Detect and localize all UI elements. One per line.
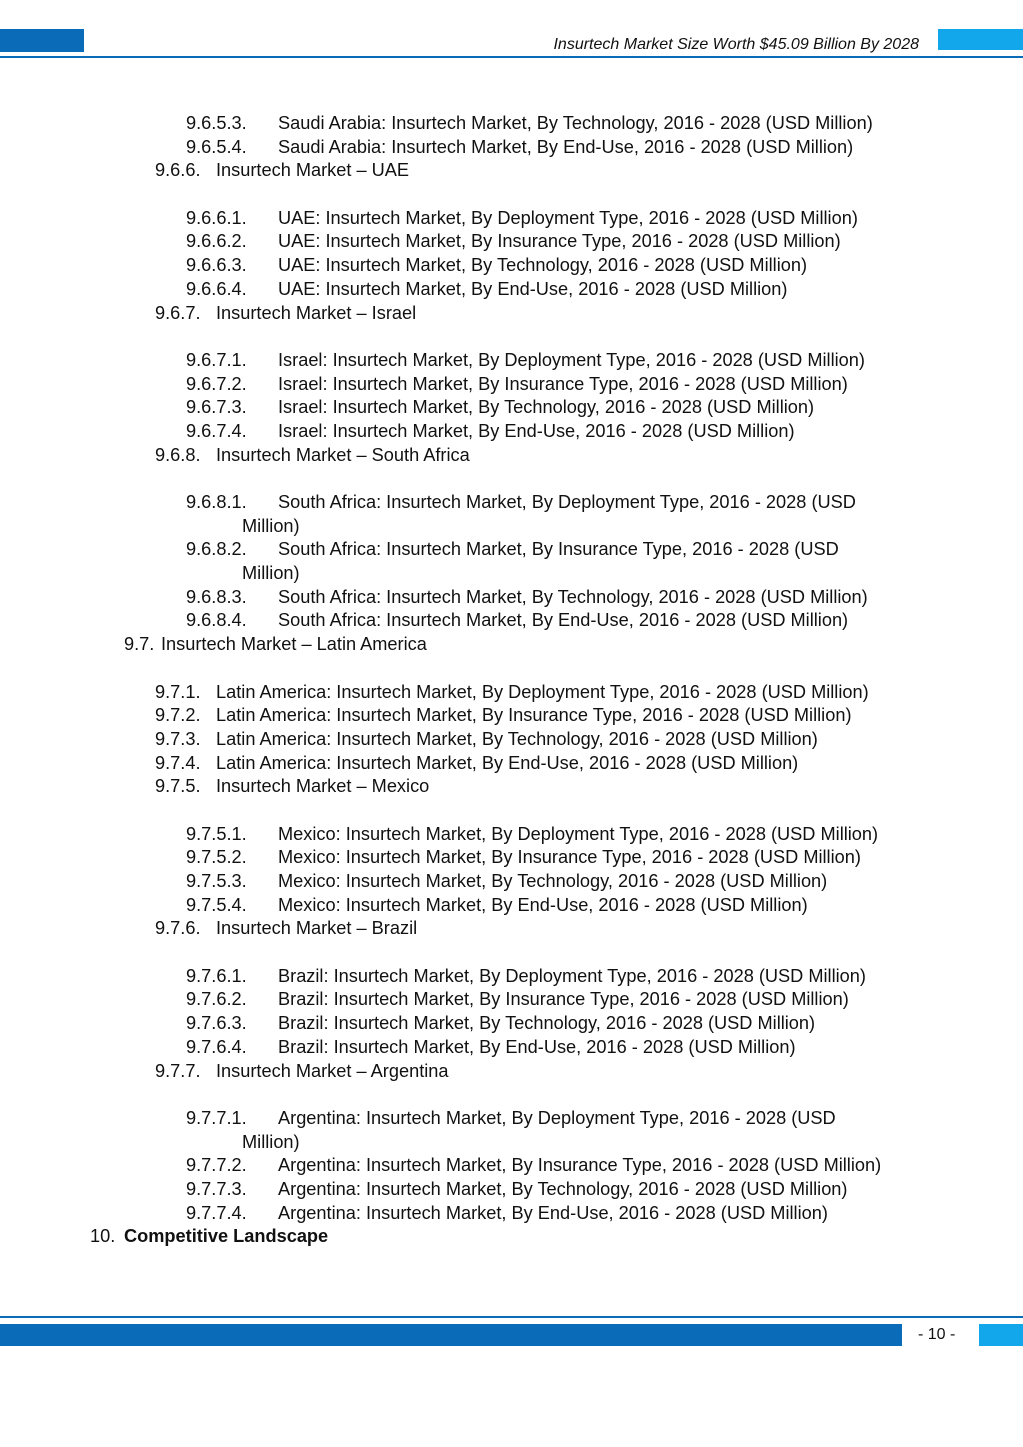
toc-entry-title [278,823,878,847]
toc-entry [0,1060,1023,1084]
toc-entry-title-text: Latin America: Insurtech Market, By Technology, 2016 - 2028 (USD Million) [216,728,818,749]
toc-entry [0,681,1023,705]
toc-entry-title-text: Israel: Insurtech Market, By Insurance Type, 2016 - 2028 (USD Million) [278,373,848,394]
toc-entry [0,1036,1023,1060]
toc-entry [0,349,1023,373]
toc-entry-number: 9.7.2. [155,705,201,726]
toc-entry-title [216,704,852,728]
toc-entry [0,112,1023,136]
toc-entry-title [216,302,416,326]
toc-entry [0,609,1023,633]
toc-entry-number: 9.7.5.1. [186,823,247,844]
toc-entry-title [216,917,417,941]
toc-entry-number: 9.7.5. [155,776,201,797]
toc-entry-title [124,1225,328,1249]
footer-rule [0,1316,1023,1318]
toc-entry-title-text: Insurtech Market – Brazil [216,918,418,939]
toc-entry [0,965,1023,989]
toc-entry-title-text: Brazil: Insurtech Market, By Deployment Type, 2016 - 2028 (USD Million) [278,965,866,986]
toc-entry [0,917,1023,941]
toc-entry-number: 9.7.5.2. [186,847,247,868]
toc-entry-number: 9.6.8. [155,444,201,465]
toc-entry-title [242,1107,928,1154]
toc-entry-number: 9.7.7.2. [186,1155,247,1176]
toc-entry-number: 9.7.6.1. [186,965,247,986]
toc-entry-number: 9.6.6. [155,160,201,181]
toc-entry-number: 10. [90,1226,116,1247]
toc-entry-title [278,1012,815,1036]
toc-entry-title-text: Israel: Insurtech Market, By End-Use, 2016 - 2028 (USD Million) [278,420,795,441]
toc-entry [0,420,1023,444]
toc-entry-number: 9.6.7.2. [186,373,247,394]
toc-entry-title-text: Saudi Arabia: Insurtech Market, By Technology, 2016 - 2028 (USD Million) [278,113,873,133]
toc-entry-title-text: Brazil: Insurtech Market, By End-Use, 2016 - 2028 (USD Million) [278,1036,796,1057]
toc-entry-title-text: Insurtech Market – Mexico [216,776,430,797]
toc-entry-number: 9.6.6.1. [186,207,247,228]
toc-entry-title [278,1154,881,1178]
header-title: Insurtech Market Size Worth $45.09 Billion By 2028 [553,36,919,53]
toc-entry-title-text: Insurtech Market – UAE [216,160,410,181]
toc-entry [0,728,1023,752]
toc-entry [0,1178,1023,1202]
header-right-block [938,29,1023,50]
toc-entry-title [161,633,427,657]
toc-entry-title-text: Insurtech Market – Israel [216,302,417,323]
toc-entry-title-text: South Africa: Insurtech Market, By Deployment Type, 2016 - 2028 (USD [278,492,856,512]
toc-entry-number: 9.6.7.1. [186,349,247,370]
toc-entry-number: 9.6.5.4. [186,136,247,157]
toc-entry [0,444,1023,468]
toc-entry-title-text: Competitive Landscape [124,1226,329,1247]
toc-entry-title [278,846,861,870]
toc-entry-number: 9.7.1. [155,681,201,702]
toc-entry [0,491,1023,538]
toc-entry-title-text: Latin America: Insurtech Market, By Insurance Type, 2016 - 2028 (USD Million) [216,705,852,726]
toc-entry-title [278,207,858,231]
toc-entry-number: 9.7.6. [155,918,201,939]
toc-entry [0,254,1023,278]
toc-entry-title [278,1036,796,1060]
toc-entry-title [216,159,409,183]
toc-entry-number: 9.6.8.1. [186,492,247,512]
toc-entry-title-text: Saudi Arabia: Insurtech Market, By End-Use, 2016 - 2028 (USD Million) [278,136,854,157]
toc-entry-title [242,491,928,538]
header-rule [0,56,1023,58]
toc-entry [0,894,1023,918]
footer-right-block [979,1324,1023,1346]
toc-entry-title-text: Insurtech Market – Argentina [216,1060,449,1081]
footer-bar [0,1324,902,1346]
toc-entry [0,633,1023,657]
toc-entry [0,302,1023,326]
toc-entry-number: 9.7.4. [155,752,201,773]
table-of-contents [0,112,1023,1249]
toc-entry-title [278,894,808,918]
toc-entry-title-text: Brazil: Insurtech Market, By Technology, 2016 - 2028 (USD Million) [278,1013,816,1034]
toc-entry-title-text: UAE: Insurtech Market, By Deployment Type, 2016 - 2028 (USD Million) [278,207,858,228]
toc-entry-title-text: Argentina: Insurtech Market, By Insurance Type, 2016 - 2028 (USD Million) [278,1155,882,1176]
toc-entry-number: 9.6.6.4. [186,278,247,299]
toc-entry [0,396,1023,420]
toc-entry [0,988,1023,1012]
toc-entry [0,278,1023,302]
toc-entry-number: 9.7.3. [155,728,201,749]
toc-entry-number: 9.6.8.2. [186,539,247,560]
toc-entry-title [278,870,827,894]
toc-entry-number: 9.6.8.4. [186,610,247,631]
toc-entry-title-text: Brazil: Insurtech Market, By Insurance Type, 2016 - 2028 (USD Million) [278,989,849,1010]
toc-entry-title [216,728,818,752]
toc-entry-number: 9.7.5.3. [186,871,247,892]
toc-entry-title-text: UAE: Insurtech Market, By End-Use, 2016 - 2028 (USD Million) [278,278,788,299]
toc-entry-title-text: Argentina: Insurtech Market, By Technology, 2016 - 2028 (USD Million) [278,1178,848,1199]
toc-entry-number: 9.7.6.3. [186,1013,247,1034]
toc-entry [0,1107,1023,1154]
toc-entry [0,207,1023,231]
toc-entry-title-text: South Africa: Insurtech Market, By Technology, 2016 - 2028 (USD Million) [278,586,868,607]
toc-entry-title [242,538,928,585]
toc-entry-number: 9.6.8.3. [186,586,247,607]
toc-entry-title [278,988,849,1012]
toc-entry-number: 9.7.7.3. [186,1178,247,1199]
toc-entry [0,846,1023,870]
toc-entry-title-text: Insurtech Market – Latin America [161,634,427,655]
toc-entry-title [278,373,848,397]
toc-entry-title [216,752,798,776]
toc-entry-number: 9.7.7.4. [186,1202,247,1223]
toc-entry-number: 9.7.6.4. [186,1036,247,1057]
toc-entry-number: 9.6.6.2. [186,231,247,252]
toc-entry-number: 9.6.5.3. [186,113,247,133]
toc-entry-title-text: Mexico: Insurtech Market, By Deployment Type, 2016 - 2028 (USD Million) [278,823,879,844]
toc-entry-title-text: Latin America: Insurtech Market, By Deployment Type, 2016 - 2028 (USD Million) [216,681,869,702]
toc-entry [0,823,1023,847]
toc-entry-title [278,230,841,254]
toc-entry-title-continuation: Million) [242,1131,300,1152]
toc-entry [0,870,1023,894]
toc-entry-title [278,254,807,278]
toc-entry-title [278,349,865,373]
toc-entry-title [278,965,866,989]
toc-entry [0,538,1023,585]
toc-entry-title [278,420,795,444]
toc-entry-title-text: UAE: Insurtech Market, By Insurance Type, 2016 - 2028 (USD Million) [278,231,841,252]
toc-entry-title [278,609,848,633]
toc-entry [0,586,1023,610]
toc-entry [0,704,1023,728]
toc-entry-title-text: UAE: Insurtech Market, By Technology, 2016 - 2028 (USD Million) [278,255,808,276]
toc-entry-number: 9.7. [124,634,155,655]
toc-entry-title [278,112,873,136]
toc-entry [0,752,1023,776]
page-number: - 10 - [918,1326,956,1343]
toc-entry-title-text: Israel: Insurtech Market, By Deployment Type, 2016 - 2028 (USD Million) [278,349,865,370]
toc-entry-title-text: Israel: Insurtech Market, By Technology, 2016 - 2028 (USD Million) [278,397,815,418]
toc-entry-title [278,1202,828,1226]
toc-entry-title [278,278,787,302]
toc-entry-title-text: Mexico: Insurtech Market, By End-Use, 2016 - 2028 (USD Million) [278,894,808,915]
toc-entry-title-text: Mexico: Insurtech Market, By Technology, 2016 - 2028 (USD Million) [278,871,828,892]
toc-entry [0,136,1023,160]
toc-entry-number: 9.7.5.4. [186,894,247,915]
toc-entry-title [278,136,853,160]
toc-entry-title [216,775,429,799]
toc-entry-number: 9.7.7.1. [186,1107,247,1128]
toc-entry [0,1012,1023,1036]
toc-entry-title [216,1060,449,1084]
toc-entry-title [216,681,869,705]
toc-entry-title [278,586,868,610]
toc-entry-number: 9.7.6.2. [186,989,247,1010]
toc-entry [0,775,1023,799]
toc-entry-number: 9.7.7. [155,1060,201,1081]
header-left-block [0,29,84,52]
toc-entry-number: 9.6.6.3. [186,255,247,276]
toc-entry-title-text: Mexico: Insurtech Market, By Insurance Type, 2016 - 2028 (USD Million) [278,847,861,868]
toc-entry-number: 9.6.7. [155,302,201,323]
toc-entry [0,230,1023,254]
toc-entry-number: 9.6.7.3. [186,397,247,418]
toc-entry [0,1225,1023,1249]
toc-entry-title-continuation: Million) [242,515,300,536]
toc-entry-title-text: Argentina: Insurtech Market, By End-Use, 2016 - 2028 (USD Million) [278,1202,828,1223]
toc-entry [0,373,1023,397]
toc-entry-title-text: Argentina: Insurtech Market, By Deployment Type, 2016 - 2028 (USD [278,1107,836,1128]
toc-entry [0,159,1023,183]
toc-entry-title-text: South Africa: Insurtech Market, By End-Use, 2016 - 2028 (USD Million) [278,610,849,631]
toc-entry [0,1202,1023,1226]
toc-entry-title [278,396,814,420]
toc-entry-title-text: Insurtech Market – South Africa [216,444,470,465]
toc-entry-title-text: Latin America: Insurtech Market, By End-Use, 2016 - 2028 (USD Million) [216,752,799,773]
toc-entry-title-text: South Africa: Insurtech Market, By Insurance Type, 2016 - 2028 (USD [278,539,839,560]
toc-entry-title [278,1178,847,1202]
toc-entry [0,1154,1023,1178]
toc-entry-title [216,444,470,468]
toc-entry-number: 9.6.7.4. [186,420,247,441]
toc-entry-title-continuation: Million) [242,563,300,584]
